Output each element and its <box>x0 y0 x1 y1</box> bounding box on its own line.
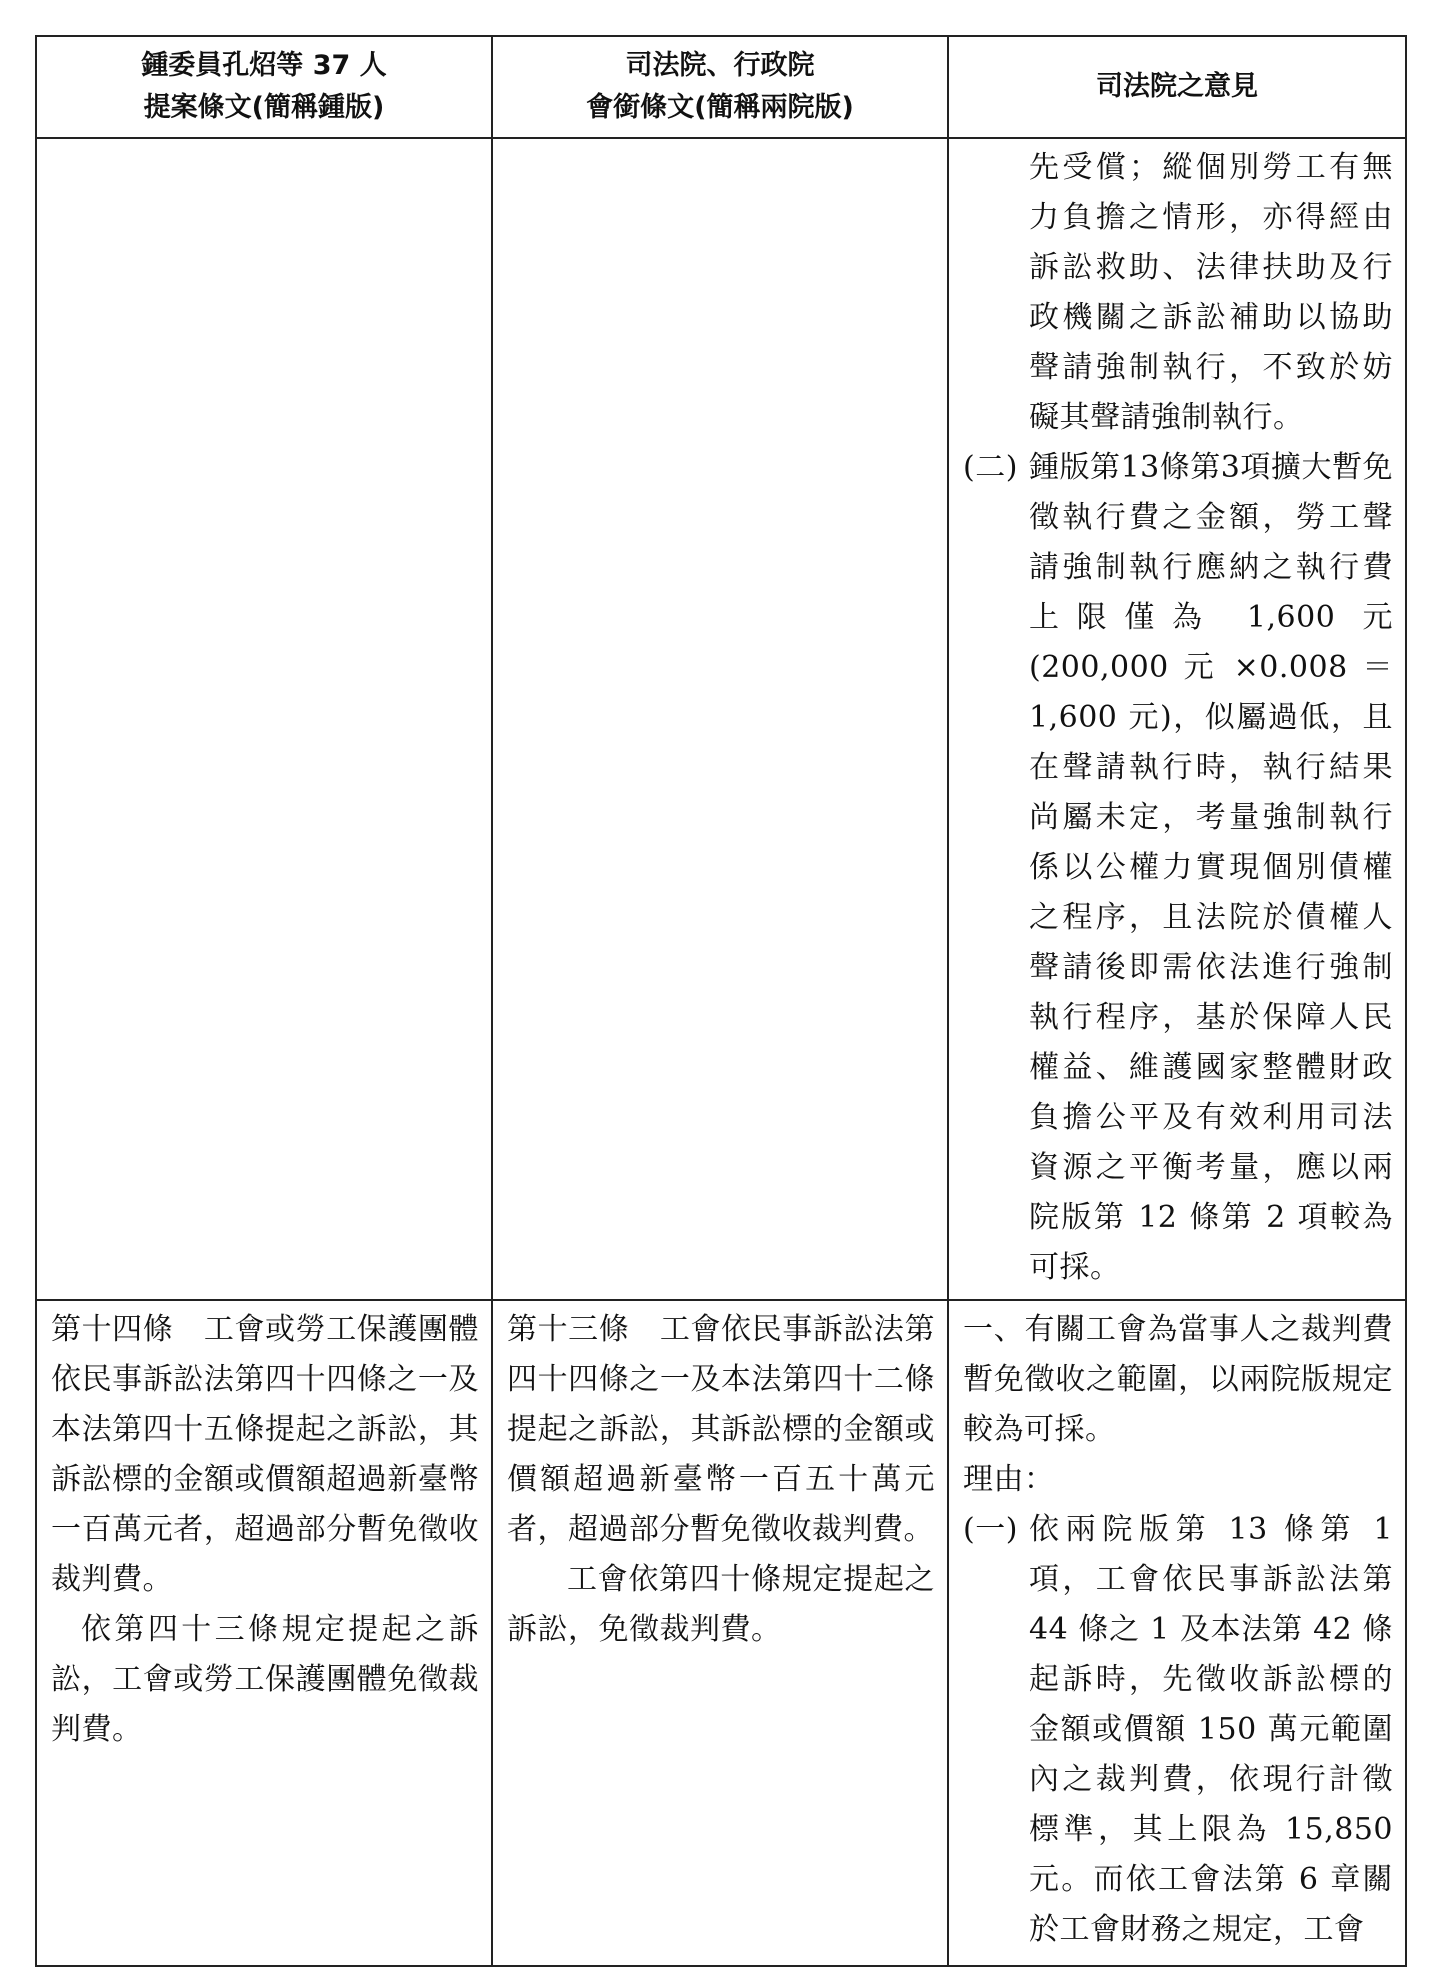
header-col2-line1: 司法院、行政院 <box>625 50 815 81</box>
row1-col1 <box>36 138 492 1300</box>
header-col-zhong <box>36 36 492 138</box>
row2-col3 <box>948 1300 1406 1966</box>
header-col1-line2: 提案條文(簡稱鍾版) <box>143 92 385 123</box>
header-col1-line1: 鍾委員孔炤等 37 人 <box>141 50 387 81</box>
article-14-para2: 依第四十三條規定提起之訴訟，工會或勞工保護團體免徵裁判費。 <box>51 1612 479 1747</box>
row1-col3-item2 <box>963 443 1393 1293</box>
item-text: 依兩院版第 13 條第 1 項，工會依民事訴訟法第 44 條之 1 及本法第 42 條起訴時，先徵收訴訟標的金額或價額 150 萬元範圍內之裁判費，依現行計徵標準，其上限為 15,850 元。而依工會法第 6 章關於工會財務之規定，工會 <box>1029 1512 1393 1947</box>
row2-col2 <box>492 1300 948 1966</box>
opinion-point-1: 一、有關工會為當事人之裁判費暫免徵收之範圍，以兩院版規定較為可採。 <box>963 1312 1393 1447</box>
header-row <box>36 36 1406 138</box>
table-row <box>36 1300 1406 1966</box>
table-row <box>36 138 1406 1300</box>
row1-col3 <box>948 138 1406 1300</box>
item-marker: (二) <box>963 450 1018 485</box>
reason-label: 理由： <box>963 1462 1055 1497</box>
header-col2-line2: 會銜條文(簡稱兩院版) <box>586 92 854 123</box>
article-14-text: 第十四條 工會或勞工保護團體依民事訴訟法第四十四條之一及本法第四十五條提起之訴訟，其訴訟標的金額或價額超過新臺幣一百萬元者，超過部分暫免徵收裁判費。 <box>51 1312 479 1597</box>
article-13-para2: 工會依第四十條規定提起之訴訟，免徵裁判費。 <box>507 1562 935 1647</box>
article-13-text: 第十三條 工會依民事訴訟法第四十四條之一及本法第四十二條提起之訴訟，其訴訟標的金額或價額超過新臺幣一百五十萬元者，超過部分暫免徵收裁判費。 <box>507 1312 935 1547</box>
item-text: 鍾版第13條第3項擴大暫免徵執行費之金額，勞工聲請強制執行應納之執行費上限僅為 1,600 元(200,000 元 ×0.008 ＝ 1,600 元)，似屬過低，且在聲請執行時，執行結果尚屬未定，考量強制執行係以公權力實現個別債權之程序，且法院於債權人聲請後即需依法進行強制執行程序，基於保障人民權益、維護國家整體財政負擔公平及有效利用司法資源之平衡考量，應以兩院版第 12 條第 2 項較為可採。 <box>1029 450 1393 1285</box>
row1-col2 <box>492 138 948 1300</box>
row1-col3-continuation: 先受償；縱個別勞工有無力負擔之情形，亦得經由訴訟救助、法律扶助及行政機關之訴訟補助以協助聲請強制執行，不致於妨礙其聲請強制執行。 <box>1029 150 1393 435</box>
header-col3: 司法院之意見 <box>1096 71 1258 102</box>
row2-col1 <box>36 1300 492 1966</box>
comparison-table <box>35 35 1407 1967</box>
header-col-opinion <box>948 36 1406 138</box>
row2-col3-item1 <box>963 1505 1393 1955</box>
header-col-two-courts <box>492 36 948 138</box>
item-marker: (一) <box>963 1512 1018 1547</box>
